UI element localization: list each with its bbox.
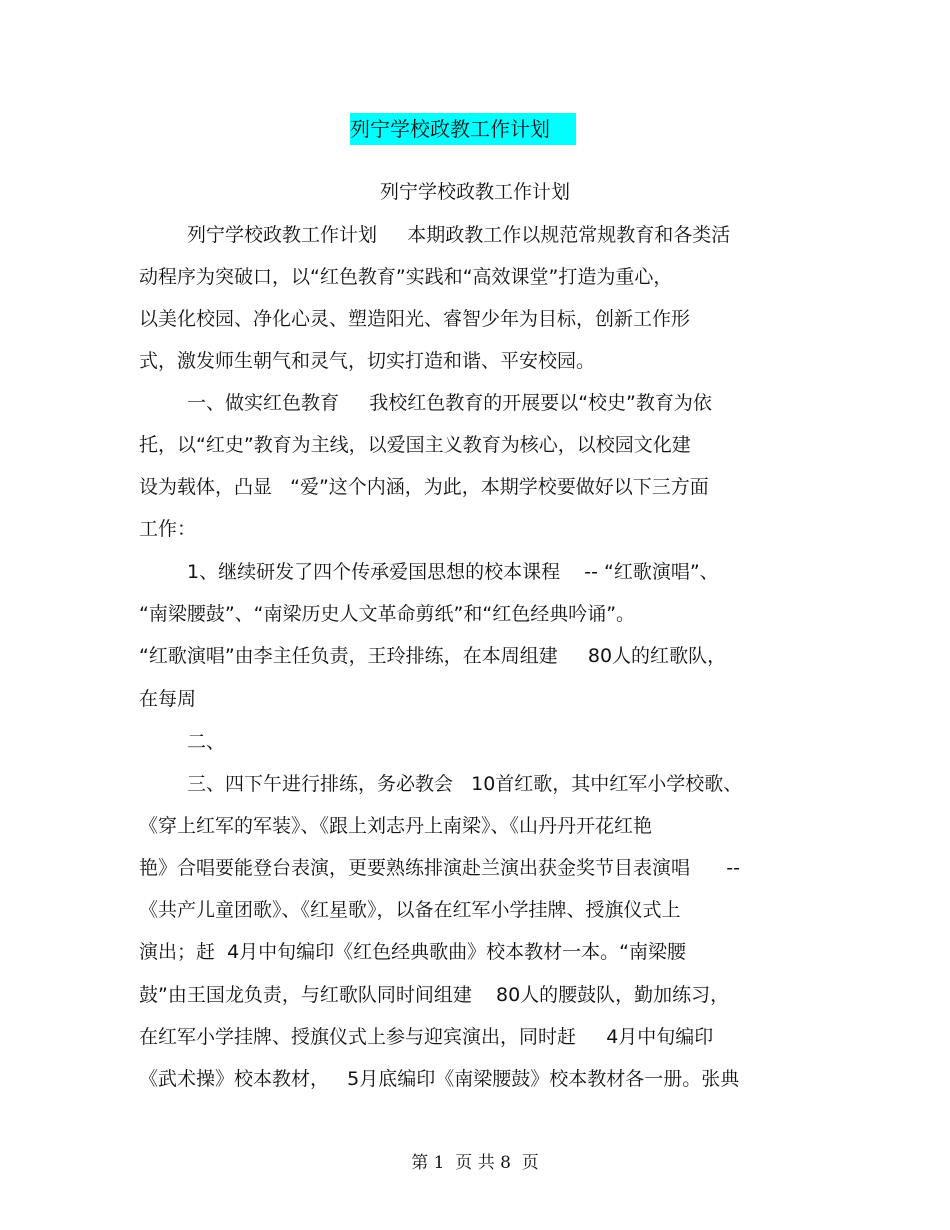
body-line: 1、继续研发了四个传承爱国思想的校本课程 -- “红歌演唱”、 <box>187 561 719 583</box>
body-line: 演出；赶 4月中旬编印《红色经典歌曲》校本教材一本。“南梁腰 <box>139 941 687 963</box>
body-line: 二、 <box>187 731 226 753</box>
document-title: 列宁学校政教工作计划 <box>350 113 576 145</box>
body-line: 工作： <box>139 518 197 540</box>
body-line: 设为载体，凸显 “爱”这个内涵，为此，本期学校要做好以下三方面 <box>139 476 709 498</box>
body-line: 列宁学校政教工作计划 本期政教工作以规范常规教育和各类活 <box>187 224 731 246</box>
page-footer: 第 1 页 共 8 页 <box>411 1153 539 1173</box>
body-line: 在每周 <box>139 688 197 710</box>
body-line: 式，激发师生朝气和灵气，切实打造和谐、平安校园。 <box>139 350 596 372</box>
body-line: 鼓”由王国龙负责，与红歌队同时间组建 80人的腰鼓队，勤加练习， <box>139 984 730 1006</box>
body-line: “红歌演唱”由李主任负责，王玲排练，在本周组建 80人的红歌队， <box>139 645 727 667</box>
body-line: 动程序为突破口，以“红色教育”实践和“高效课堂”打造为重心， <box>139 266 673 288</box>
body-line: 《武术操》校本教材， 5月底编印《南梁腰鼓》校本教材各一册。张典 <box>139 1068 740 1090</box>
body-line: 三、四下午进行排练，务必教会 10首红歌，其中红军小学校歌、 <box>187 773 743 795</box>
document-subtitle: 列宁学校政教工作计划 <box>379 181 570 203</box>
body-line: 《穿上红军的军装》、《跟上刘志丹上南梁》、《山丹丹开花红艳 <box>139 815 653 837</box>
body-line: 《共产儿童团歌》、《红星歌》，以备在红军小学挂牌、授旗仪式上 <box>139 899 681 921</box>
body-line: “南梁腰鼓”、“南梁历史人文革命剪纸”和“红色经典吟诵”。 <box>139 603 636 625</box>
body-line: 一、做实红色教育 我校红色教育的开展要以“校史”教育为依 <box>187 392 712 414</box>
body-line: 在红军小学挂牌、授旗仪式上参与迎宾演出，同时赶 4月中旬编印 <box>139 1026 714 1048</box>
body-line: 托，以“红史”教育为主线，以爱国主义教育为核心，以校园文化建 <box>139 434 691 456</box>
body-line: 艳》合唱要能登台表演，更要熟练排演赴兰演出获金奖节目表演唱 -- <box>139 857 740 879</box>
body-line: 以美化校园、净化心灵、塑造阳光、睿智少年为目标，创新工作形 <box>139 308 691 330</box>
